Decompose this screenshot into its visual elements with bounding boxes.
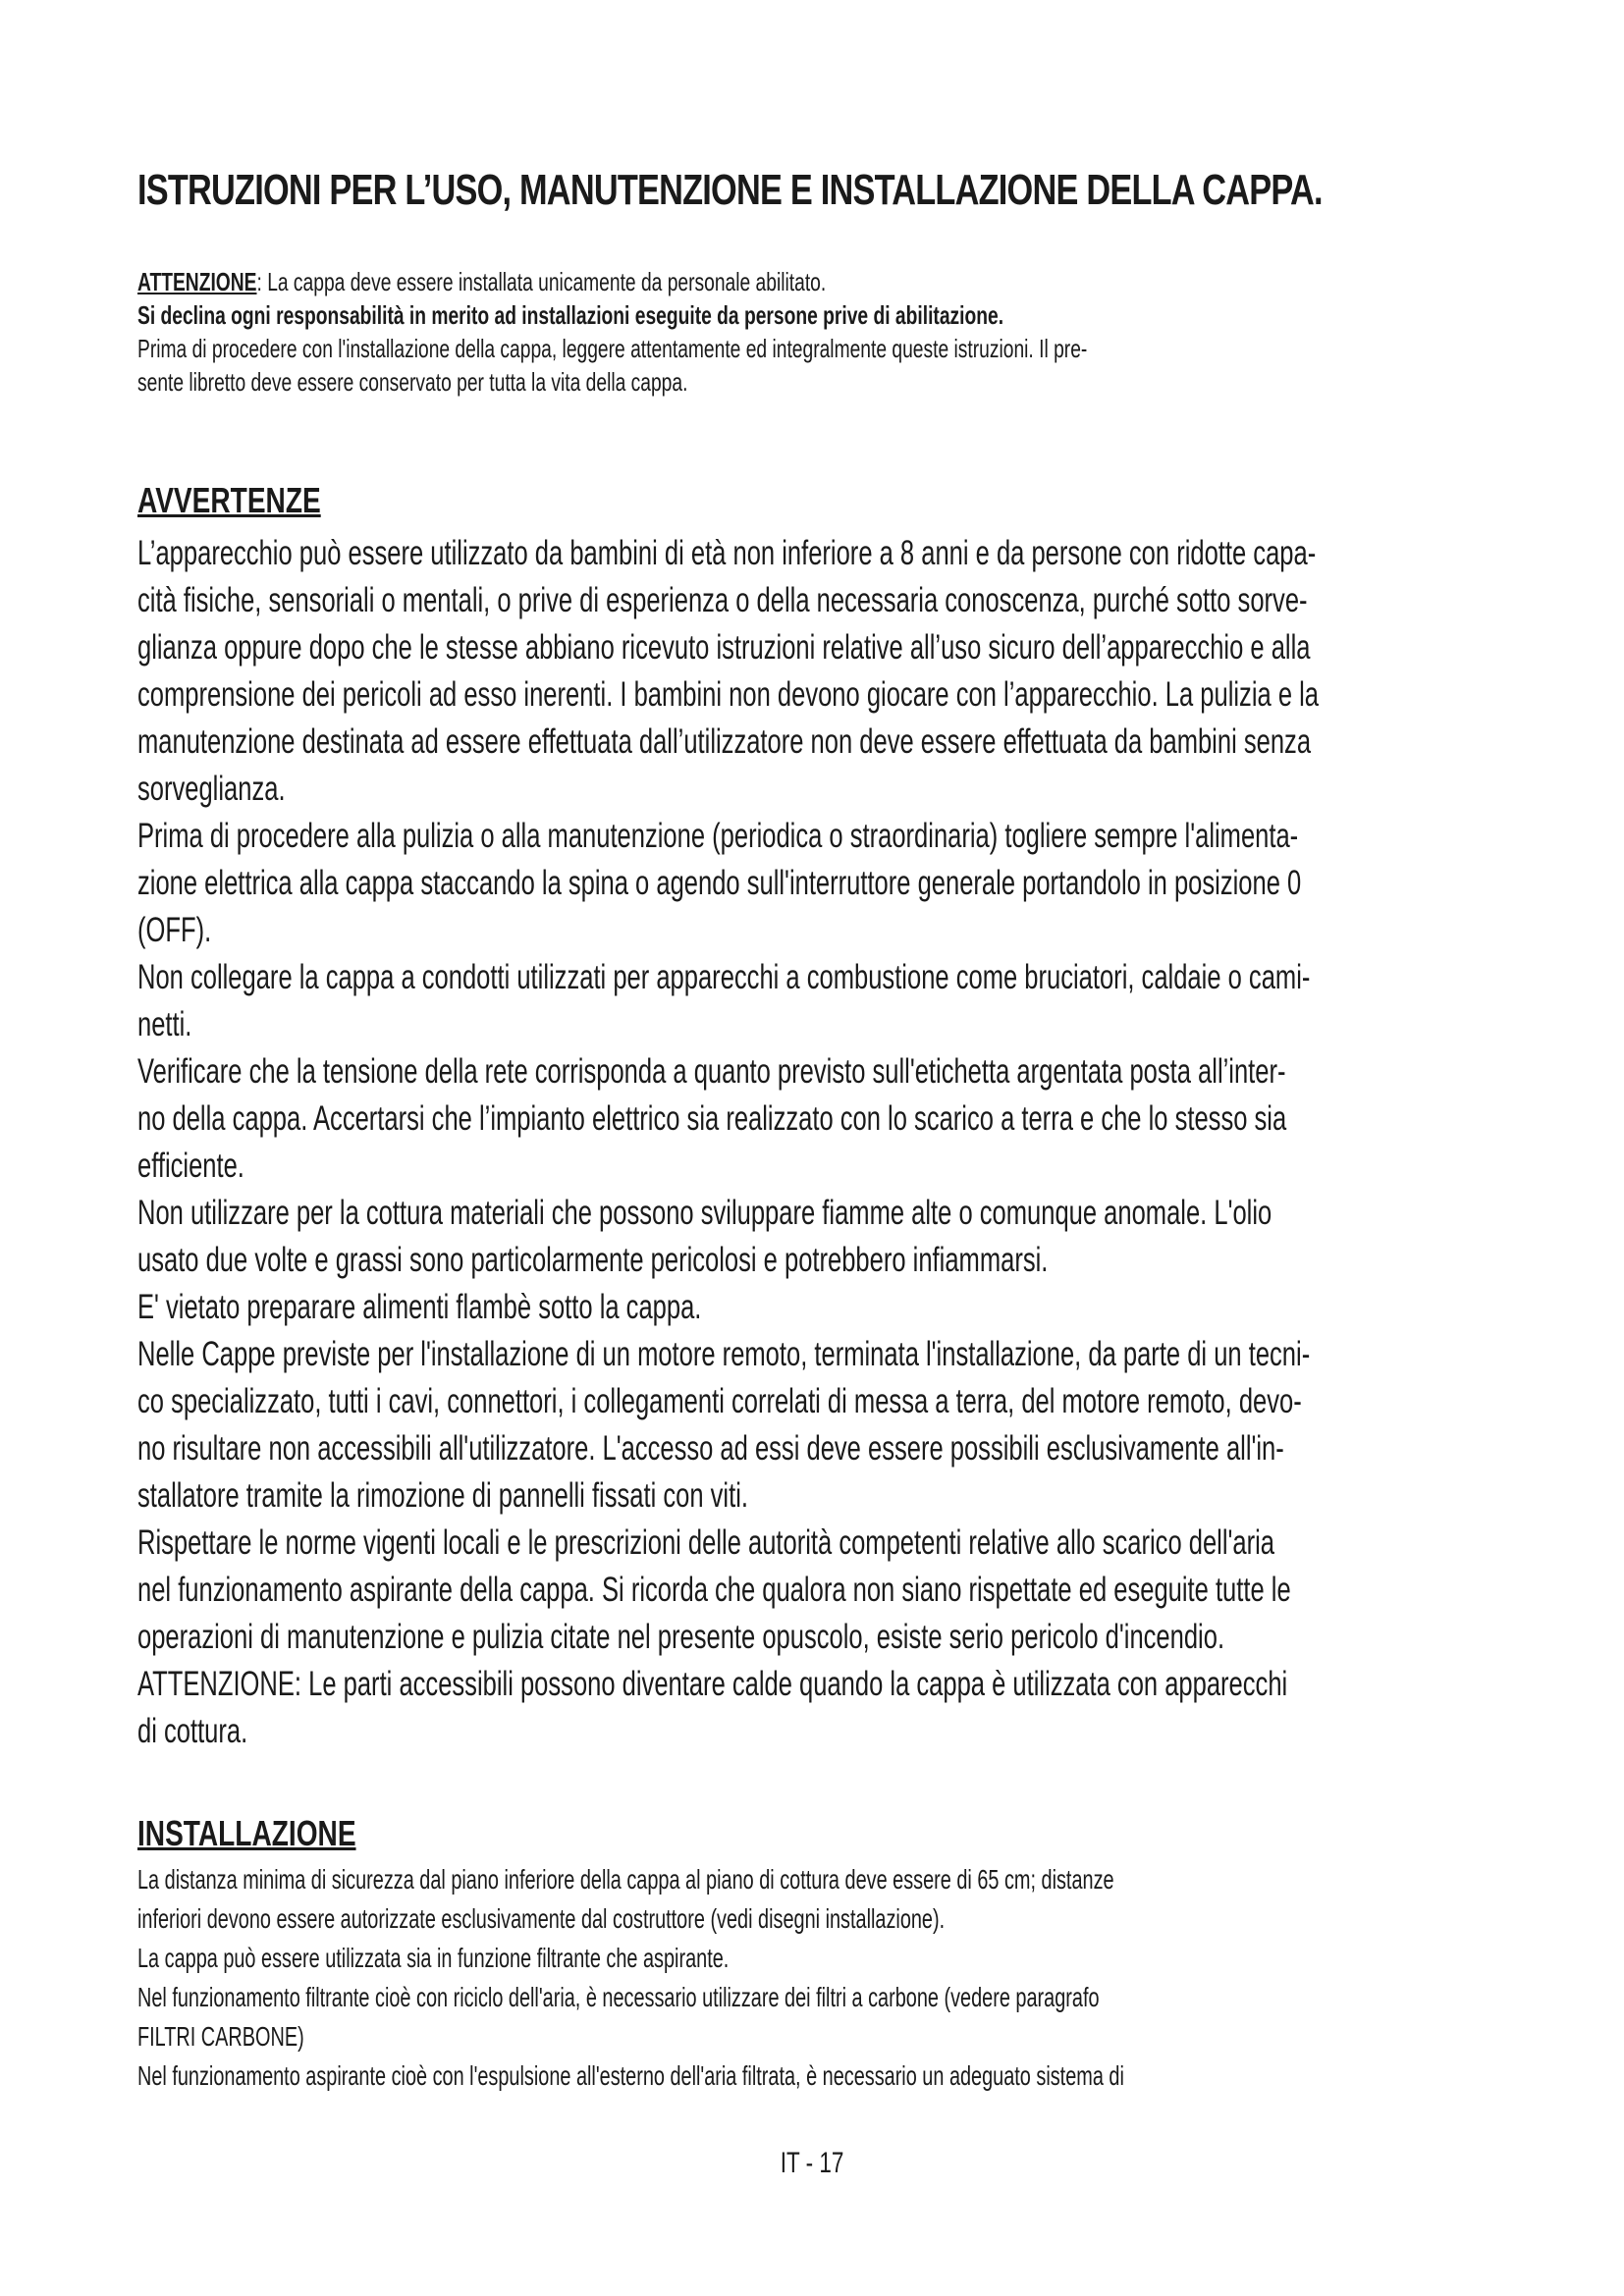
text-line: manutenzione destinata ad essere effettuata dall’utilizzatore non deve essere effettuata da bambini senza [137,722,1312,761]
text-line: comprensione dei pericoli ad esso inerenti. I bambini non devono giocare con l’apparecchio. La pulizia e la [137,675,1320,714]
text-line: no risultare non accessibili all'utilizzatore. L'accesso ad essi deve essere possibili esclusivamente all'in- [137,1429,1284,1468]
avvertenze-heading: AVVERTENZE [137,480,321,520]
installazione-body [137,1860,1518,2096]
text-line: sorveglianza. [137,770,286,808]
text-line: operazioni di manutenzione e pulizia citate nel presente opuscolo, esiste serio pericolo d'incendio. [137,1618,1225,1656]
text-line: E' vietato preparare alimenti flambè sotto la cappa. [137,1288,702,1326]
page-title: ISTRUZIONI PER L’USO, MANUTENZIONE E INSTALLAZIONE DELLA CAPPA. [137,166,1323,214]
text-line: Nelle Cappe previste per l'installazione di un motore remoto, terminata l'installazione, da parte di un tecni- [137,1335,1311,1373]
text-line: netti. [137,1005,192,1043]
text-line: Non utilizzare per la cottura materiali che possono sviluppare fiamme alte o comunque anomale. L'olio [137,1194,1272,1232]
text-line: no della cappa. Accertarsi che l’impianto elettrico sia realizzato con lo scarico a terra e che lo stesso sia [137,1099,1287,1138]
disclaimer-text: Si declina ogni responsabilità in merito ad installazioni eseguite da persone prive di abilitazione. [137,300,1004,330]
text-line: (OFF). [137,911,212,949]
text-line: Prima di procedere alla pulizia o alla manutenzione (periodica o straordinaria) togliere sempre l'alimenta- [137,817,1299,855]
avvertenze-body [137,530,1521,1755]
text-line: stallatore tramite la rimozione di pannelli fissati con viti. [137,1476,748,1515]
intro-line: Prima di procedere con l'installazione della cappa, leggere attentamente ed integralmente queste istruzioni. Il pre- [137,334,1088,363]
text-line: FILTRI CARBONE) [137,2021,304,2052]
text-line: La distanza minima di sicurezza dal piano inferiore della cappa al piano di cottura deve essere di 65 cm; distanze [137,1864,1114,1895]
attention-label: ATTENZIONE [137,267,257,296]
text-line: inferiori devono essere autorizzate esclusivamente dal costruttore (vedi disegni installazione). [137,1903,946,1934]
intro-block [137,265,1496,399]
intro-attention-line [137,265,1496,298]
text-line: glianza oppure dopo che le stesse abbiano ricevuto istruzioni relative all’uso sicuro dell’apparecchio e alla [137,628,1311,667]
text-line: efficiente. [137,1147,244,1185]
text-line: co specializzato, tutti i cavi, connettori, i collegamenti correlati di messa a terra, del motore remoto, devo- [137,1382,1302,1420]
text-line: ATTENZIONE: Le parti accessibili possono diventare calde quando la cappa è utilizzata con apparecchi [137,1665,1288,1703]
text-line: cità fisiche, sensoriali o mentali, o prive di esperienza o della necessaria conoscenza, purché sotto sorve- [137,581,1308,619]
text-line: La cappa può essere utilizzata sia in funzione filtrante che aspirante. [137,1943,730,1973]
page-footer [0,2146,1624,2181]
installazione-heading: INSTALLAZIONE [137,1813,356,1853]
text-line: zione elettrica alla cappa staccando la spina o agendo sull'interruttore generale portandolo in posizione 0 [137,864,1302,902]
page-number: IT - 17 [780,2147,844,2179]
attention-text: : La cappa deve essere installata unicamente da personale abilitato. [256,267,827,296]
text-line: Non collegare la cappa a condotti utilizzati per apparecchi a combustione come bruciatori, caldaie o cami- [137,958,1311,996]
text-line: Rispettare le norme vigenti locali e le prescrizioni delle autorità competenti relative allo scarico dell'aria [137,1523,1275,1562]
intro-line: sente libretto deve essere conservato per tutta la vita della cappa. [137,367,688,397]
text-line: Nel funzionamento filtrante cioè con riciclo dell'aria, è necessario utilizzare dei filtri a carbone (vedere paragrafo [137,1982,1100,2012]
text-line: Nel funzionamento aspirante cioè con l'espulsione all'esterno dell'aria filtrata, è necessario un adeguato sistema di [137,2060,1124,2091]
text-line: Verificare che la tensione della rete corrisponda a quanto previsto sull'etichetta argentata posta all’inter- [137,1052,1286,1091]
text-line: nel funzionamento aspirante della cappa. Si ricorda che qualora non siano rispettate ed eseguite tutte le [137,1571,1291,1609]
text-line: di cottura. [137,1712,248,1750]
text-line: L’apparecchio può essere utilizzato da bambini di età non inferiore a 8 anni e da persone con ridotte capa- [137,534,1317,572]
text-line: usato due volte e grassi sono particolarmente pericolosi e potrebbero infiammarsi. [137,1241,1049,1279]
